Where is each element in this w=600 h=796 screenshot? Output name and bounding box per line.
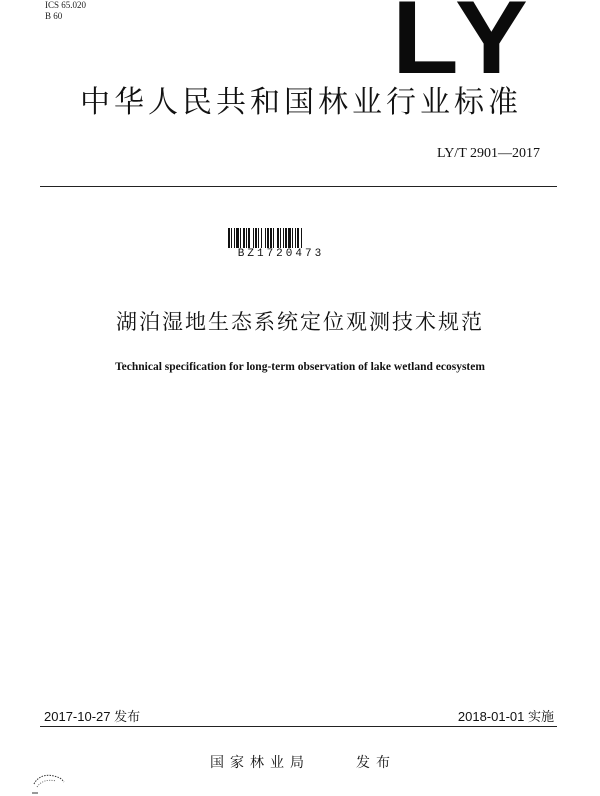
barcode-bar: [292, 228, 293, 248]
barcode-bar: [248, 228, 250, 248]
barcode-bar: [258, 228, 259, 248]
barcode-bar: [285, 228, 287, 248]
ccs-code: B 60: [45, 11, 63, 21]
barcode-bar: [234, 228, 235, 248]
publisher-action: 发布: [356, 755, 396, 771]
org-title: 中华人民共和国林业行业标准: [80, 85, 522, 120]
barcode-bar: [255, 228, 257, 248]
seal-icon: [28, 762, 68, 796]
barcode-bar: [228, 228, 230, 248]
barcode-bar: [240, 228, 241, 248]
barcode-number: BZ1720473: [237, 248, 325, 260]
barcode-bar: [273, 228, 274, 248]
barcode-bar: [297, 228, 299, 248]
barcode-bar: [280, 228, 281, 248]
header-divider: [40, 186, 557, 187]
barcode-bar: [265, 228, 266, 248]
barcode-bar: [283, 228, 284, 248]
document-title-english: Technical specification for long-term observation of lake wetland ecosystem: [115, 361, 485, 373]
barcode-bar: [253, 228, 254, 248]
standard-logo: LY: [392, 0, 535, 96]
footer-divider: [40, 726, 557, 727]
barcode-bar: [267, 228, 269, 248]
issue-date: 2017-10-27 发布: [44, 709, 141, 724]
barcode-bar: [236, 228, 239, 248]
barcode-bar: [270, 228, 272, 248]
standard-number: LY/T 2901—2017: [437, 146, 540, 161]
ics-code: ICS 65.020: [45, 0, 87, 10]
barcode-bar: [301, 228, 302, 248]
barcode-bar: [231, 228, 232, 248]
barcode-bar: [246, 228, 247, 248]
publisher: 国家林业局: [210, 755, 310, 771]
barcode-bar: [295, 228, 296, 248]
document-title-chinese: 湖泊湿地生态系统定位观测技术规范: [116, 310, 484, 334]
barcode-icon: [228, 228, 334, 248]
barcode-bar: [261, 228, 262, 248]
implementation-date: 2018-01-01 实施: [457, 709, 554, 724]
barcode-bar: [277, 228, 279, 248]
barcode-bar: [243, 228, 245, 248]
barcode-bar: [288, 228, 291, 248]
